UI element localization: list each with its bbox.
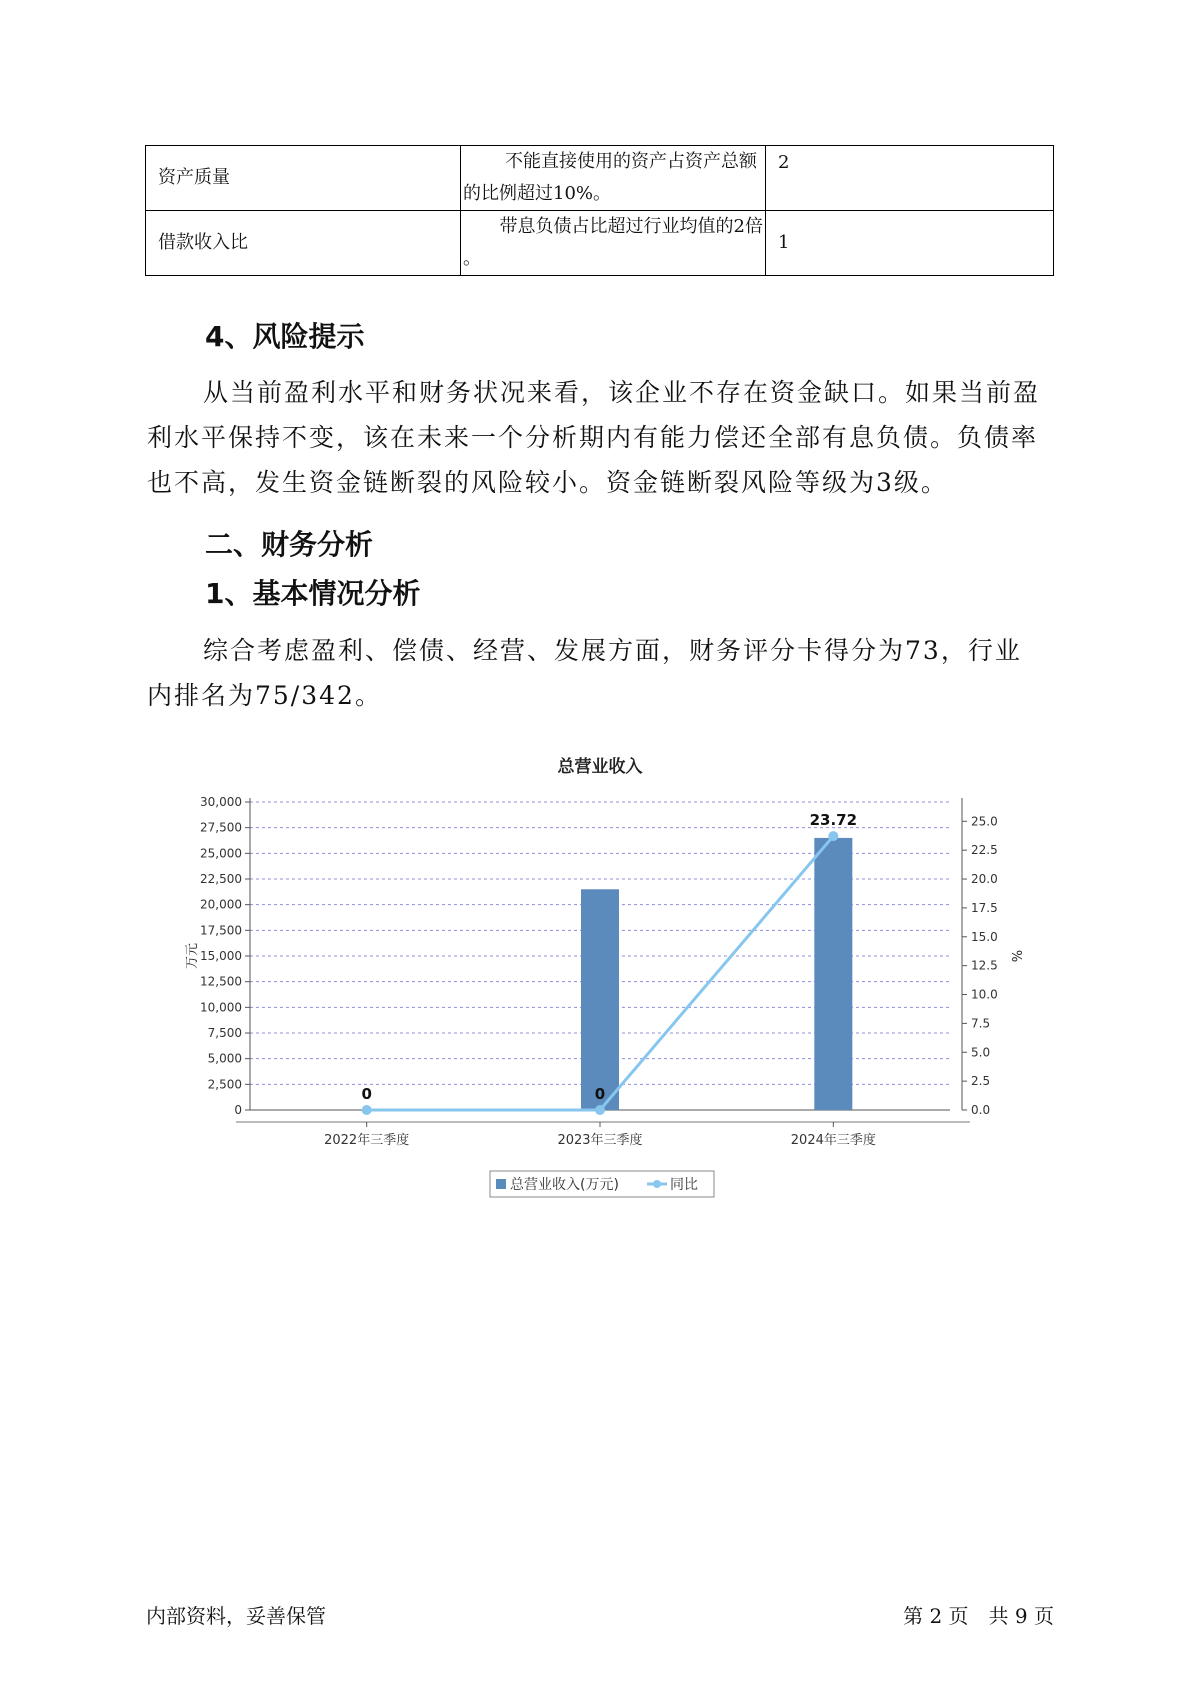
bar: [581, 889, 619, 1110]
section-heading-basic: 1、基本情况分析: [205, 577, 421, 610]
legend-swatch-point: [653, 1180, 661, 1188]
series-point: [828, 831, 838, 841]
basic-paragraph-text: 综合考虑盈利、偿债、经营、发展方面，财务评分卡得分为73，行业内排名为75/342。: [147, 636, 1022, 710]
section-heading-risk: 4、风险提示: [205, 320, 365, 353]
y-axis-label: 万元: [185, 942, 200, 970]
section-heading-finance: 二、财务分析: [205, 528, 374, 561]
y-tick-label: 2,500: [207, 1077, 242, 1092]
y-tick-label: 17,500: [200, 923, 242, 938]
y-tick-label: 30,000: [200, 795, 242, 809]
y-tick-label: 5,000: [207, 1051, 242, 1066]
condition-line: 不能直接使用的资产占资产总额: [505, 151, 757, 172]
risk-paragraph-text: 从当前盈利水平和财务状况来看，该企业不存在资金缺口。如果当前盈利水平保持不变，该在未来一个分析期内有能力偿还全部有息负债。负债率也不高，发生资金链断裂的风险较小。资金链断裂风险等级为3级。: [147, 378, 1041, 497]
y2-tick-label: 15.0: [971, 929, 998, 944]
y-tick-label: 0: [234, 1103, 242, 1117]
x-tick-label: 2023年三季度: [557, 1133, 643, 1148]
chart-title: 总营业收入: [557, 757, 643, 777]
risk-paragraph: [147, 370, 1047, 505]
y-tick-label: 22,500: [200, 872, 242, 886]
condition-line: 的比例超过10%。: [463, 183, 612, 204]
y2-tick-label: 2.5: [971, 1074, 991, 1089]
legend-label-bar: 总营业收入(万元): [510, 1177, 619, 1193]
x-tick-label: 2022年三季度: [324, 1133, 410, 1148]
y2-tick-label: 10.0: [971, 987, 998, 1002]
footer-left: 内部资料，妥善保管: [146, 1604, 326, 1628]
series-point: [362, 1105, 372, 1115]
table-cell-score: 1: [766, 211, 1054, 276]
y2-tick-label: 25.0: [971, 814, 998, 829]
x-tick-label: 2024年三季度: [790, 1133, 876, 1148]
data-label: 0: [361, 1085, 372, 1103]
revenue-chart-svg: [180, 740, 1040, 1210]
y2-tick-label: 0.0: [971, 1103, 991, 1117]
legend-label-line: 同比: [670, 1177, 698, 1193]
y-tick-label: 15,000: [200, 949, 242, 963]
legend-swatch-bar: [496, 1179, 506, 1189]
y2-tick-label: 20.0: [971, 872, 998, 887]
y2-axis-label: %: [1008, 949, 1023, 963]
score-value: 2: [778, 152, 790, 173]
table-cell-item: 借款收入比: [146, 211, 461, 276]
table-row: [146, 211, 1054, 276]
table-cell-condition: [461, 211, 766, 276]
condition-line: 带息负债占比超过行业均值的2倍: [499, 216, 763, 237]
y-tick-label: 7,500: [207, 1026, 242, 1040]
table-row: [146, 146, 1054, 211]
y-tick-label: 12,500: [200, 974, 242, 989]
y-tick-label: 25,000: [200, 846, 242, 861]
y-tick-label: 20,000: [200, 897, 242, 912]
series-point: [595, 1105, 605, 1115]
table-cell-score: [766, 146, 1054, 211]
revenue-chart: [180, 740, 1040, 1210]
footer-right: 第 2 页 共 9 页: [903, 1604, 1054, 1628]
y2-tick-label: 12.5: [971, 958, 998, 973]
y-tick-label: 10,000: [200, 1000, 242, 1015]
y-tick-label: 27,500: [200, 820, 242, 835]
bar: [814, 838, 852, 1110]
y2-tick-label: 5.0: [971, 1045, 991, 1060]
basic-paragraph: [147, 628, 1047, 718]
table-cell-condition: [461, 146, 766, 211]
y2-tick-label: 17.5: [971, 900, 998, 915]
data-label: 0: [594, 1085, 606, 1103]
data-label: 23.72: [809, 811, 858, 830]
y2-tick-label: 22.5: [971, 843, 998, 858]
y2-tick-label: 7.5: [971, 1016, 991, 1031]
table-cell-item: 资产质量: [146, 146, 461, 211]
risk-criteria-table: [145, 145, 1054, 276]
condition-line: 。: [463, 248, 481, 269]
